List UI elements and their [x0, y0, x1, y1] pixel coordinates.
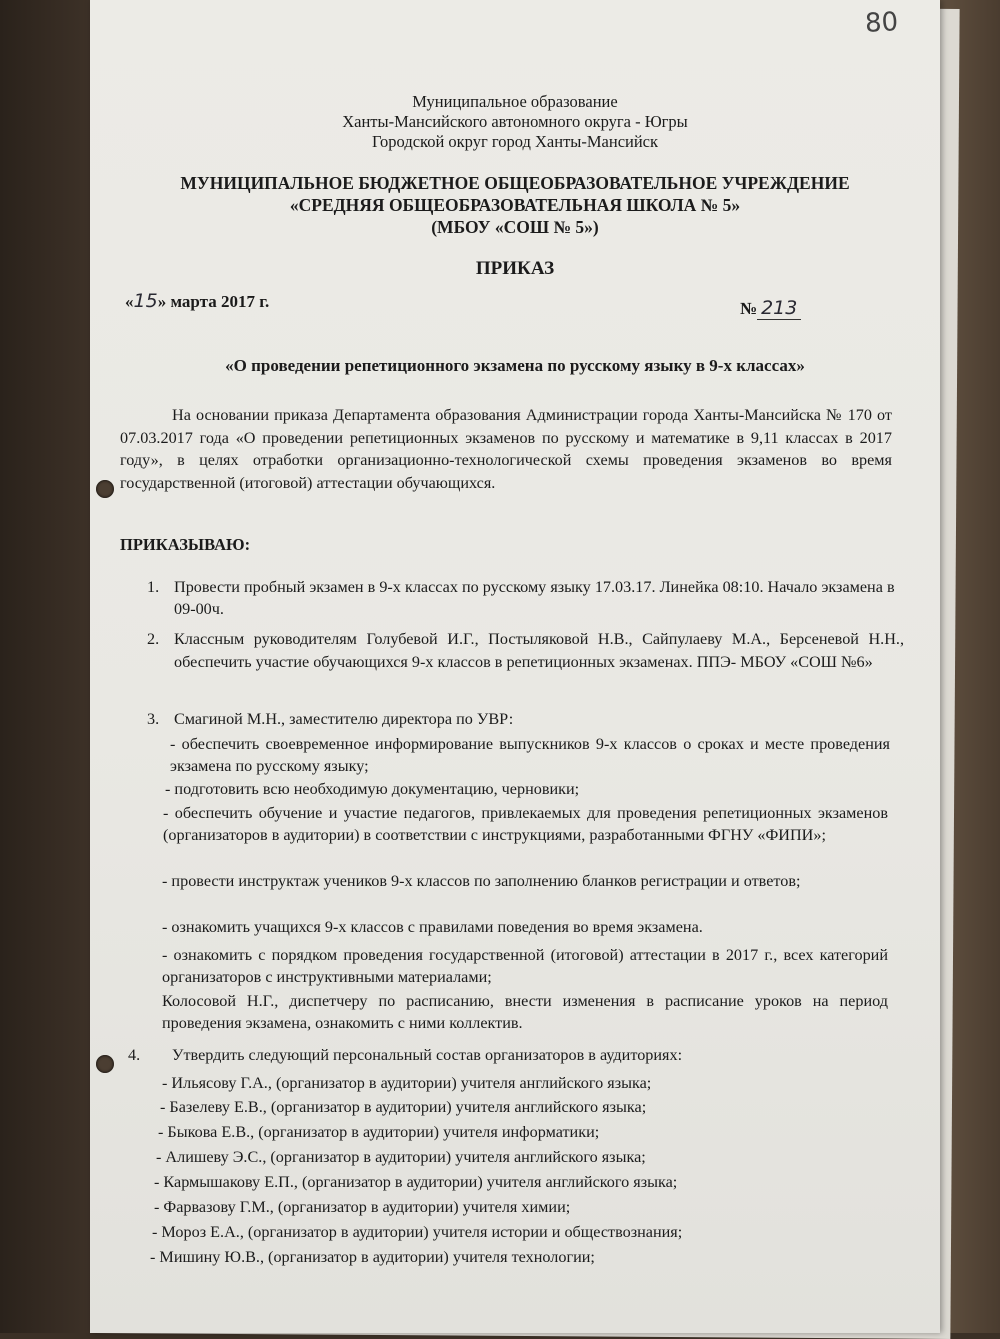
- date-month-year: » марта 2017 г.: [157, 292, 270, 311]
- item3-subitem: - ознакомить учащихся 9-х классов с правилами поведения во время экзамена.: [162, 918, 703, 936]
- item-number: 3.: [147, 710, 160, 728]
- item3-subitem: - подготовить всю необходимую документацию, черновики;: [165, 780, 580, 798]
- item3-subitem: - провести инструктаж учеников 9-х классов по заполнению бланков регистрации и ответов;: [162, 872, 801, 890]
- item-text: Провести пробный экзамен в 9-х классах по русскому языку 17.03.17. Линейка 08:10. Начало экзамена в 09-00ч.: [174, 578, 895, 618]
- organization-line-3: (МБОУ «СОШ № 5»): [431, 217, 599, 237]
- handwritten-page-number: 80: [864, 7, 899, 39]
- organizer-line: - Базелеву Е.В., (организатор в аудитории) учителя английского языка;: [160, 1098, 647, 1116]
- date-open-quote: «: [125, 292, 134, 311]
- item-number: 2.: [147, 630, 160, 648]
- list-item: [147, 576, 904, 620]
- document-page: [90, 0, 940, 1333]
- organizer-line: - Ильясову Г.А., (организатор в аудитории) учителя английского языка;: [162, 1074, 652, 1092]
- background-left: [0, 0, 95, 1333]
- handwritten-number: 213: [757, 297, 801, 320]
- item-text: Утвердить следующий персональный состав организаторов в аудиториях:: [172, 1046, 683, 1064]
- item-number: 4.: [128, 1046, 141, 1064]
- item3-subitem: - обеспечить своевременное информирование выпускников 9-х классов о сроках и месте проведения экзамена по русскому языку;: [170, 735, 890, 775]
- order-word: ПРИКАЗЫВАЮ:: [120, 535, 251, 554]
- document-title: ПРИКАЗ: [475, 258, 555, 279]
- order-number: [740, 297, 801, 320]
- organizer-line: - Быкова Е.В., (организатор в аудитории) учителя информатики;: [158, 1123, 600, 1141]
- organizer-line: - Фарвазову Г.М., (организатор в аудитории) учителя химии;: [154, 1198, 571, 1216]
- organizer-line: - Алишеву Э.С., (организатор в аудитории) учителя английского языка;: [156, 1148, 646, 1166]
- item3-subitem: - ознакомить с порядком проведения государственной (итоговой) аттестации в 2017 г., всех категорий организаторов с инструктивными материалами;: [162, 946, 888, 986]
- header-line-1: Муниципальное образование: [412, 92, 618, 111]
- list-item: [147, 628, 904, 674]
- organizer-line: - Кармышакову Е.П., (организатор в аудитории) учителя английского языка;: [154, 1173, 678, 1191]
- item-text: Классным руководителям Голубевой И.Г., Постыляковой Н.В., Сайпулаеву М.А., Берсеневой Н.Н., обеспечить участие обучающихся 9-х классов в репетиционных экзаменах. ППЭ- МБОУ «СОШ №6»: [174, 630, 904, 671]
- item3-subitem: Колосовой Н.Г., диспетчеру по расписанию, внести изменения в расписание уроков на период проведения экзамена, ознакомить с ними коллектив.: [162, 992, 888, 1032]
- item-number: 1.: [147, 578, 160, 596]
- header-line-2: Ханты-Мансийского автономного округа - Югры: [342, 112, 688, 131]
- order-subject: «О проведении репетиционного экзамена по русскому языку в 9-х классах»: [225, 356, 805, 375]
- preamble-paragraph: На основании приказа Департамента образования Администрации города Ханты-Мансийска № 170 от 07.03.2017 года «О проведении репетиционных экзаменов по русскому и математике в 9,11 классах в 2017 году», в целях отработки организационно-технологической схемы проведения экзаменов во время государственной (итоговой) аттестации обучающихся.: [120, 406, 892, 492]
- punch-hole: [96, 480, 114, 498]
- number-label: №: [740, 299, 758, 318]
- organizer-line: - Мороз Е.А., (организатор в аудитории) учителя истории и обществознания;: [152, 1223, 683, 1241]
- list-item: [128, 1044, 902, 1066]
- item3-subitem: - обеспечить обучение и участие педагогов, привлекаемых для проведения репетиционных экзаменов (организаторов в аудитории) в соответствии с инструкциями, разработанными ФГНУ «ФИПИ»;: [163, 804, 888, 844]
- punch-hole: [96, 1055, 114, 1073]
- organization-line-2: «СРЕДНЯЯ ОБЩЕОБРАЗОВАТЕЛЬНАЯ ШКОЛА № 5»: [289, 195, 741, 215]
- list-item: [147, 708, 904, 730]
- header-line-3: Городской округ город Ханты-Мансийск: [371, 132, 659, 151]
- item-text: Смагиной М.Н., заместителю директора по УВР:: [174, 710, 514, 728]
- organizer-line: - Мишину Ю.В., (организатор в аудитории) учителя технологии;: [150, 1248, 595, 1266]
- order-date: [125, 290, 269, 312]
- handwritten-day: 15: [133, 290, 158, 312]
- organization-line-1: МУНИЦИПАЛЬНОЕ БЮДЖЕТНОЕ ОБЩЕОБРАЗОВАТЕЛЬНОЕ УЧРЕЖДЕНИЕ: [180, 173, 850, 193]
